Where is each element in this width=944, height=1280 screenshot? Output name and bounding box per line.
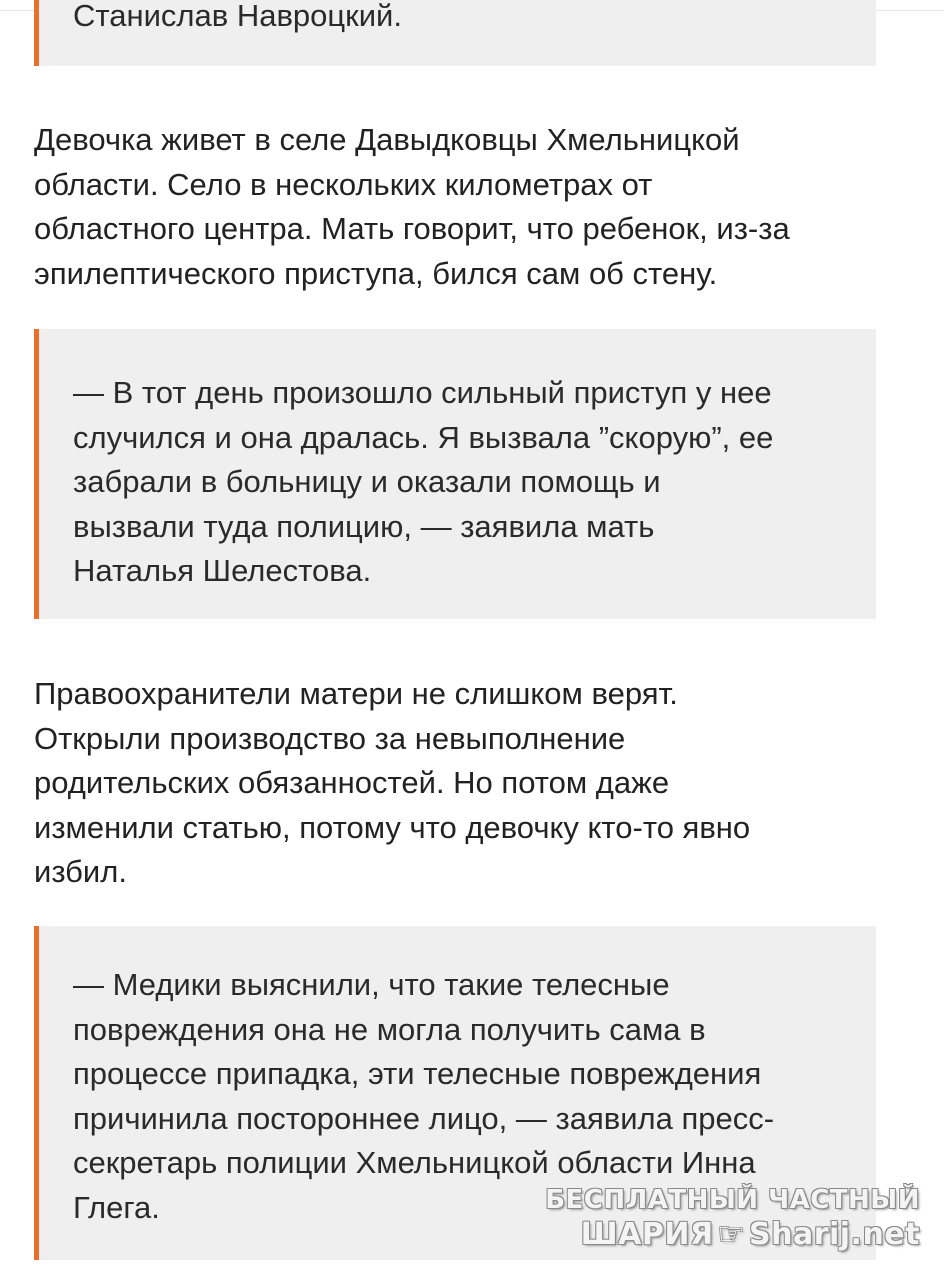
paragraph-line: родительских обязанностей. Но потом даже	[34, 765, 670, 800]
quote-line: забрали в больницу и оказали помощь и	[73, 464, 661, 499]
paragraph-line: Открыли производство за невыполнение	[34, 720, 626, 756]
paragraph-line: областного центра. Мать говорит, что ребенок, из-за	[34, 211, 790, 246]
quote-line: — В тот день произошло сильный приступ у нее	[73, 375, 772, 410]
quote-line: Наталья Шелестова.	[73, 553, 372, 588]
pointing-hand-icon: ☞	[717, 1217, 745, 1252]
blockquote-partial	[34, 0, 876, 66]
quote-line: процессе припадка, эти телесные повреждения	[73, 1056, 762, 1091]
watermark	[545, 1184, 920, 1254]
quote-line: случился и она дралась. Я вызвала ”скорую”, ее	[73, 419, 774, 455]
quote-line: вызвали туда полицию, — заявила мать	[73, 508, 655, 544]
paragraph-line: изменили статью, потому что девочку кто-то явно	[34, 809, 751, 845]
paragraph-line: Девочка живет в селе Давыдковцы Хмельницкой	[34, 122, 740, 157]
article-paragraph	[34, 118, 914, 296]
quote-line: Глега.	[73, 1189, 160, 1225]
paragraph-line: эпилептического приступа, бился сам об стену.	[34, 255, 718, 291]
quote-line: секретарь полиции Хмельницкой области Инна	[73, 1145, 756, 1180]
watermark-text: Sharij.net	[748, 1217, 920, 1252]
blockquote	[34, 329, 876, 619]
watermark-line	[545, 1216, 920, 1254]
paragraph-line: избил.	[34, 854, 127, 889]
quote-line: Станислав Навроцкий.	[73, 0, 402, 33]
quote-line: повреждения она не могла получить сама в	[73, 1011, 706, 1047]
watermark-text: ШАРИЯ	[580, 1217, 714, 1252]
quote-line: — Медики выяснили, что такие телесные	[73, 967, 670, 1002]
quote-line: причинила постороннее лицо, — заявила пресс-	[73, 1100, 775, 1136]
watermark-line: БЕСПЛАТНЫЙ ЧАСТНЫЙ	[545, 1185, 920, 1215]
article-paragraph	[34, 672, 914, 895]
paragraph-line: Правоохранители матери не слишком верят.	[34, 676, 678, 711]
paragraph-line: области. Село в нескольких километрах от	[34, 166, 653, 202]
